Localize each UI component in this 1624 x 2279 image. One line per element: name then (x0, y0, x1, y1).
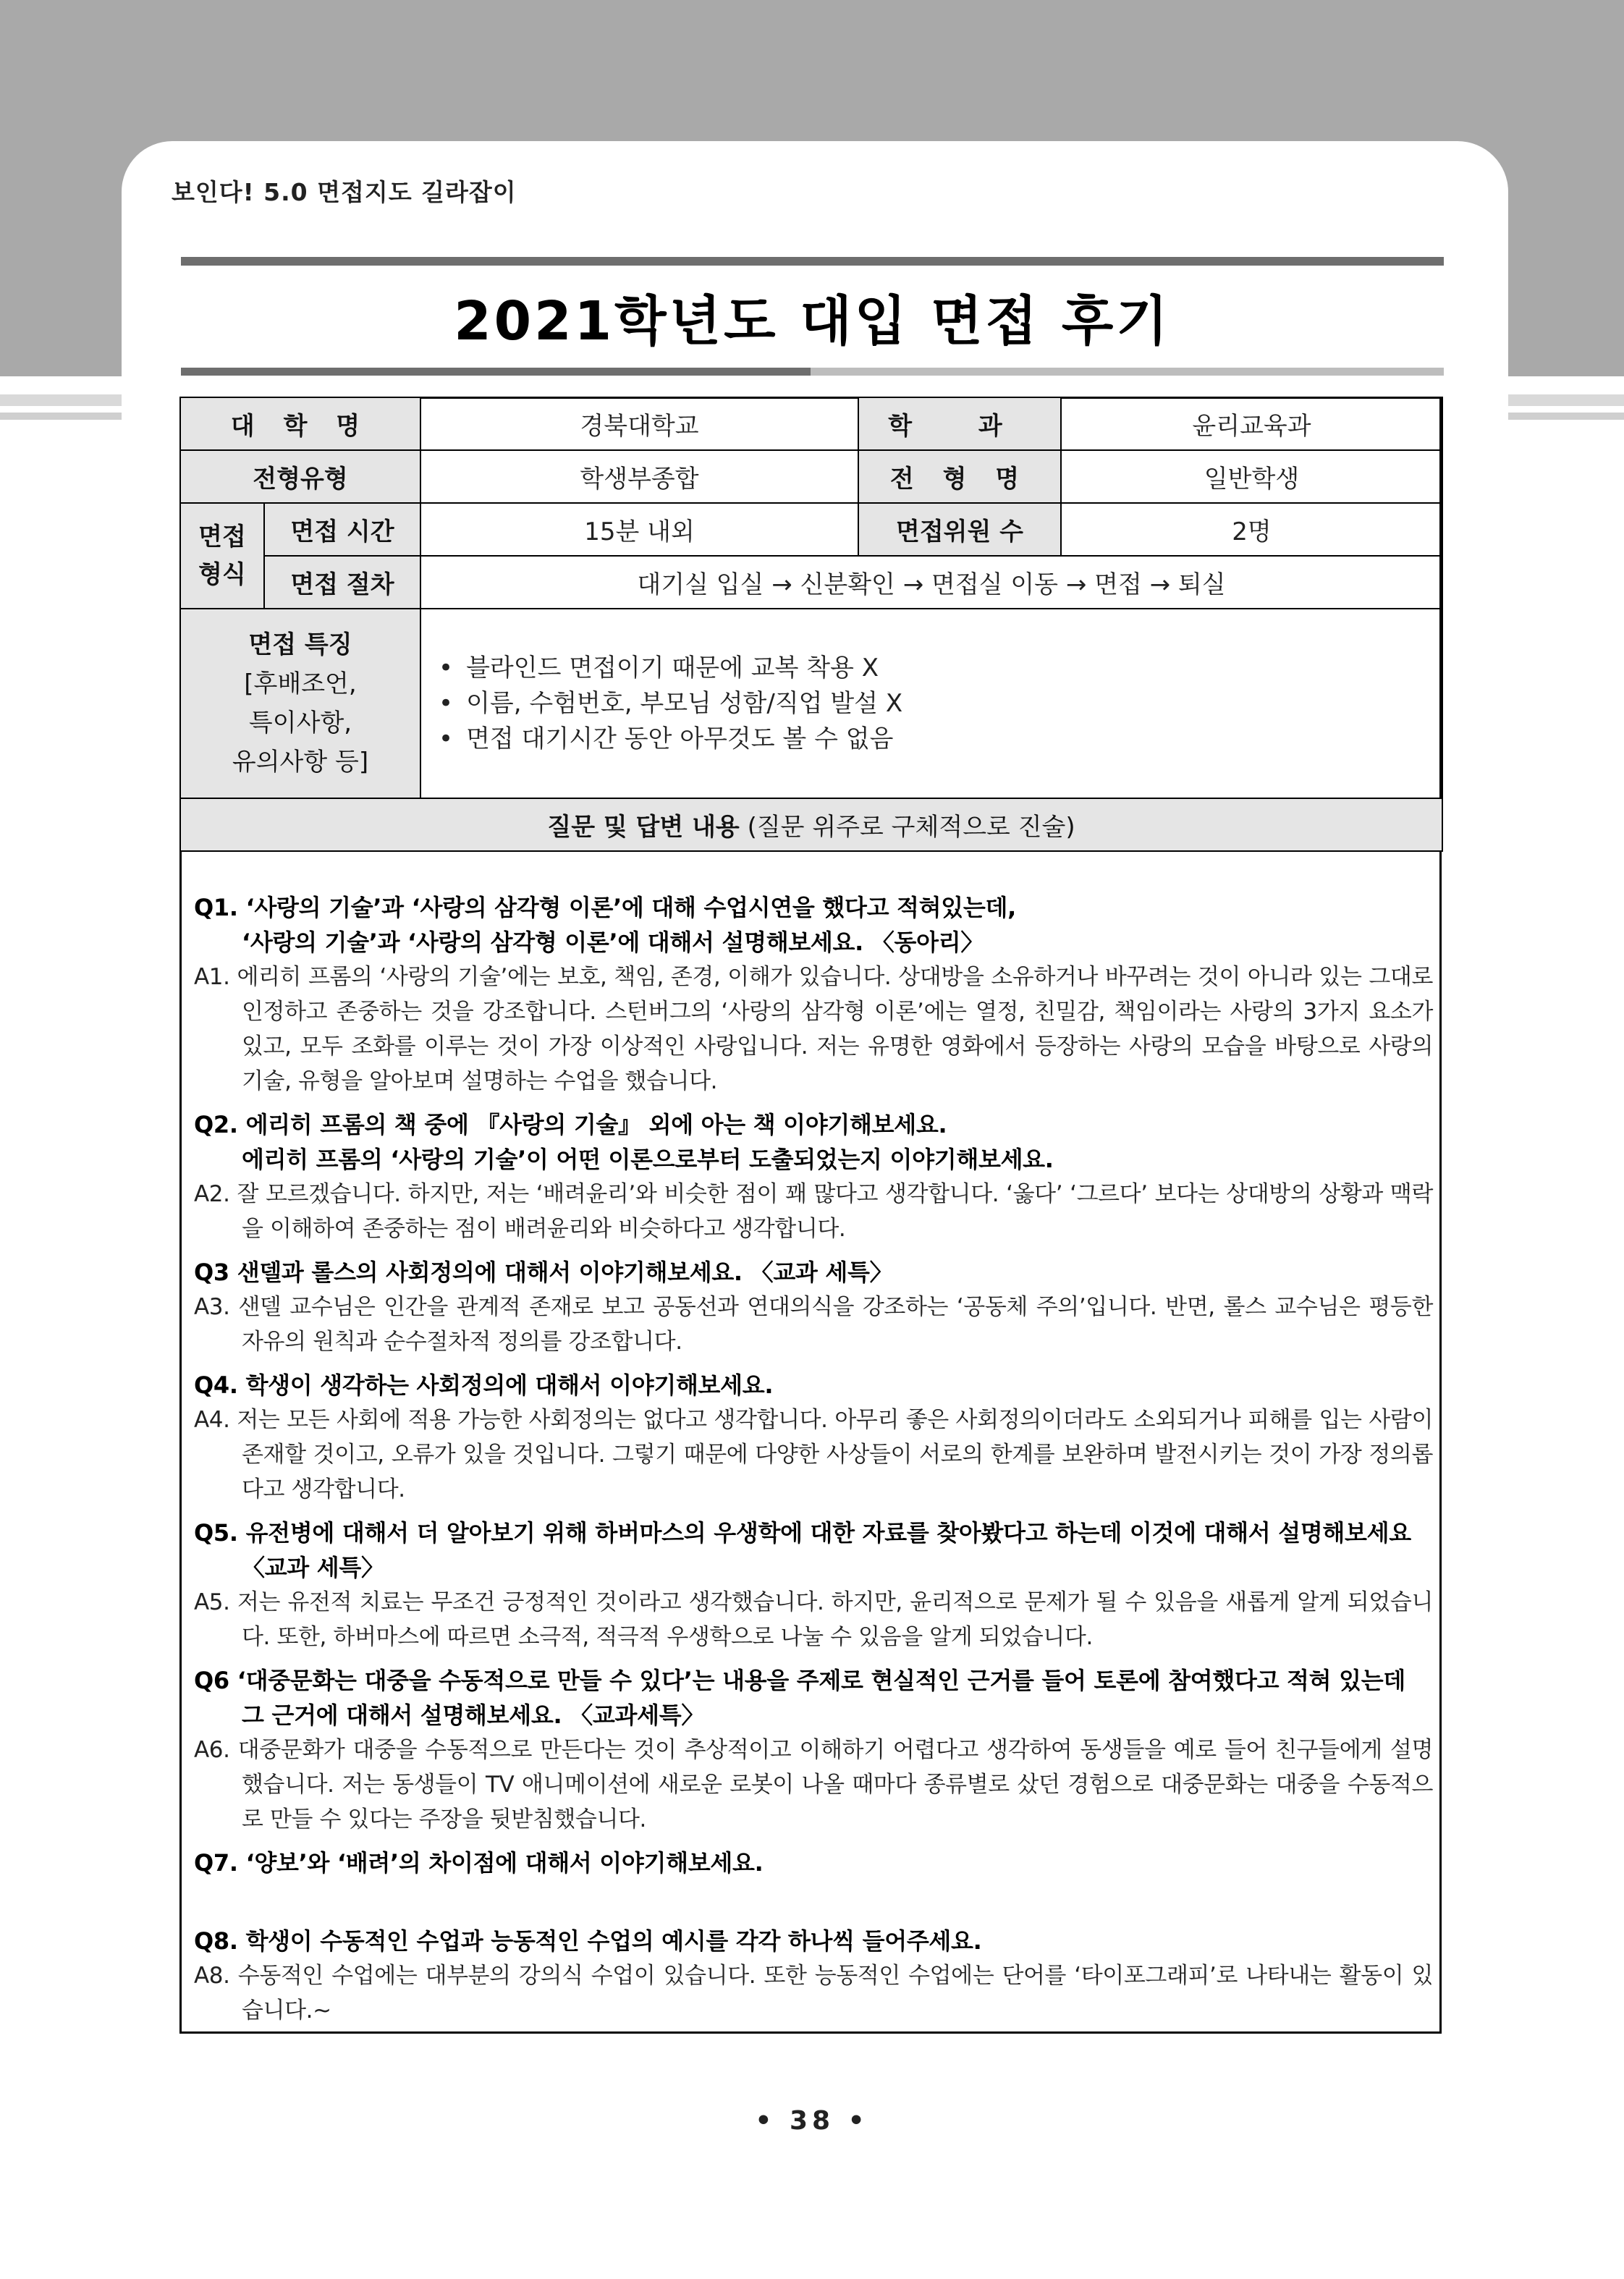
title-rule-bottom-right (811, 368, 1444, 376)
info-row-university (180, 397, 1442, 450)
question-6: Q6 ‘대중문화는 대중을 수동적으로 만들 수 있다’는 내용을 주제로 현실적인 근거를 들어 토론에 참여했다고 적혀 있는데 그 근거에 대해서 설명해보세요. 〈교과세특〉 (194, 1667, 1405, 1729)
feature-item: • 블라인드 면접이기 때문에 교복 착용 X (439, 651, 1442, 686)
question-2-line2: 에리히 프롬의 ‘사랑의 기술’이 어떤 이론으로부터 도출되었는지 이야기해보세요. (242, 1146, 1054, 1173)
university-label: 대 학 명 (180, 397, 420, 450)
feature-item: • 면접 대기시간 동안 아무것도 볼 수 없음 (439, 722, 1442, 757)
info-row-duration (180, 503, 1442, 556)
info-row-admission (180, 450, 1442, 503)
question-4: Q4. 학생이 생각하는 사회정의에 대해서 이야기해보세요. (194, 1371, 774, 1399)
question-7: Q7. ‘양보’와 ‘배려’의 차이점에 대해서 이야기해보세요. (194, 1849, 764, 1877)
answer-8: A8. 수동적인 수업에는 대부분의 강의식 수업이 있습니다. 또한 능동적인 수업에는 단어를 ‘타이포그래피’로 나타내는 활동이 있습니다.~ (194, 1963, 1433, 2024)
qa-header-row (180, 798, 1442, 851)
info-table (179, 397, 1443, 852)
procedure-value: 대기실 입실 → 신분확인 → 면접실 이동 → 면접 → 퇴실 (420, 556, 1442, 609)
admission-name-value: 일반학생 (1061, 450, 1442, 503)
right-stripe-2 (1508, 413, 1624, 420)
answer-4: A4. 저는 모든 사회에 적용 가능한 사회정의는 없다고 생각합니다. 아무리 좋은 사회정의이더라도 소외되거나 피해를 입는 사람이 존재할 것이고, 오류가 있을 것입니다. 그렇기 때문에 다양한 사상들이 서로의 한계를 보완하며 발전시키는 것이 가장 정의롭다고 생각합니다. (194, 1407, 1433, 1502)
qa-header-note: (질문 위주로 구체적으로 진술) (739, 813, 1075, 842)
left-stripe (0, 394, 122, 406)
interviewers-label: 면접위원 수 (858, 503, 1061, 556)
features-label-line1: 면접 특징 (248, 630, 352, 659)
info-row-features (180, 609, 1442, 798)
question-1-line2: ‘사랑의 기술’과 ‘사랑의 삼각형 이론’에 대해서 설명해보세요. 〈동아리〉 (242, 929, 984, 956)
department-value: 윤리교육과 (1061, 397, 1442, 450)
format-label-line2: 형식 (198, 560, 246, 589)
feature-item: • 이름, 수험번호, 부모님 성함/직업 발설 X (439, 686, 1442, 722)
info-row-procedure (180, 556, 1442, 609)
admission-type-label: 전형유형 (180, 450, 420, 503)
department-label: 학 과 (858, 397, 1061, 450)
procedure-label: 면접 절차 (264, 556, 420, 609)
title-rule-top (181, 257, 1444, 266)
page-number: • 38 • (755, 2106, 869, 2136)
features-label-line2: [후배조언, (244, 669, 357, 698)
qa-header-bold: 질문 및 답변 내용 (547, 813, 740, 842)
question-2-line1: Q2. 에리히 프롬의 책 중에 『사랑의 기술』 외에 아는 책 이야기해보세요. (194, 1111, 947, 1138)
duration-value: 15분 내외 (420, 503, 858, 556)
answer-6: A6. 대중문화가 대중을 수동적으로 만든다는 것이 추상적이고 이해하기 어렵다고 생각하여 동생들을 예로 들어 친구들에게 설명했습니다. 저는 동생들이 TV 애니메이션에 새로운 로봇이 나올 때마다 종류별로 샀던 경험으로 대중문화는 대중을 수동적으로 만들 수 있다는 주장을 뒷받침했습니다. (194, 1737, 1433, 1832)
question-2 (194, 1107, 1433, 1177)
features-cell (420, 609, 1442, 798)
university-value: 경북대학교 (420, 397, 858, 450)
running-header: 보인다! 5.0 면접지도 길라잡이 (172, 178, 517, 206)
features-label (180, 609, 420, 798)
question-8: Q8. 학생이 수동적인 수업과 능동적인 수업의 예시를 각각 하나씩 들어주세요. (194, 1927, 982, 1955)
admission-type-value: 학생부종합 (420, 450, 858, 503)
question-3: Q3 샌델과 롤스의 사회정의에 대해서 이야기해보세요. 〈교과 세특〉 (194, 1259, 893, 1286)
qa-header (180, 798, 1442, 851)
right-stripe (1508, 394, 1624, 406)
admission-name-label: 전 형 명 (858, 450, 1061, 503)
title-rule-bottom-left (181, 368, 811, 376)
answer-3: A3. 샌델 교수님은 인간을 관계적 존재로 보고 공동선과 연대의식을 강조하는 ‘공동체 주의’입니다. 반면, 롤스 교수님은 평등한 자유의 원칙과 순수절차적 정의를 강조합니다. (194, 1294, 1433, 1355)
answer-2: A2. 잘 모르겠습니다. 하지만, 저는 ‘배려윤리’와 비슷한 점이 꽤 많다고 생각합니다. ‘옳다’ ‘그르다’ 보다는 상대방의 상황과 맥락을 이해하여 존중하는 점이 배려윤리와 비슷하다고 생각합니다. (194, 1181, 1433, 1242)
format-label (180, 503, 264, 609)
answer-5: A5. 저는 유전적 치료는 무조건 긍정적인 것이라고 생각했습니다. 하지만, 윤리적으로 문제가 될 수 있음을 새롭게 알게 되었습니다. 또한, 하버마스에 따르면 소극적, 적극적 우생학으로 나눌 수 있음을 알게 되었습니다. (194, 1589, 1433, 1650)
answer-1: A1. 에리히 프롬의 ‘사랑의 기술’에는 보호, 책임, 존경, 이해가 있습니다. 상대방을 소유하거나 바꾸려는 것이 아니라 있는 그대로 인정하고 존중하는 것을 강조합니다. 스턴버그의 ‘사랑의 삼각형 이론’에는 열정, 친밀감, 책임이라는 사랑의 3가지 요소가 있고, 모두 조화를 이루는 것이 가장 이상적인 사랑입니다. 저는 유명한 영화에서 등장하는 사랑의 모습을 바탕으로 사랑의 기술, 유형을 알아보며 설명하는 수업을 했습니다. (194, 964, 1433, 1094)
qa-section (194, 890, 1433, 2028)
duration-label: 면접 시간 (264, 503, 420, 556)
format-label-line1: 면접 (198, 523, 246, 551)
question-1-line1: Q1. ‘사랑의 기술’과 ‘사랑의 삼각형 이론’에 대해 수업시연을 했다고 적혀있는데, (194, 894, 1016, 921)
features-list (421, 651, 1442, 757)
question-5: Q5. 유전병에 대해서 더 알아보기 위해 하버마스의 우생학에 대한 자료를 찾아봤다고 하는데 이것에 대해서 설명해보세요 〈교과 세특〉 (194, 1519, 1411, 1581)
features-label-line4: 유의사항 등] (232, 748, 369, 777)
left-stripe-2 (0, 413, 122, 420)
interviewers-value: 2명 (1061, 503, 1442, 556)
features-label-line3: 특이사항, (248, 709, 352, 737)
question-1 (194, 890, 1433, 960)
page-title: 2021학년도 대입 면접 후기 (454, 290, 1171, 352)
